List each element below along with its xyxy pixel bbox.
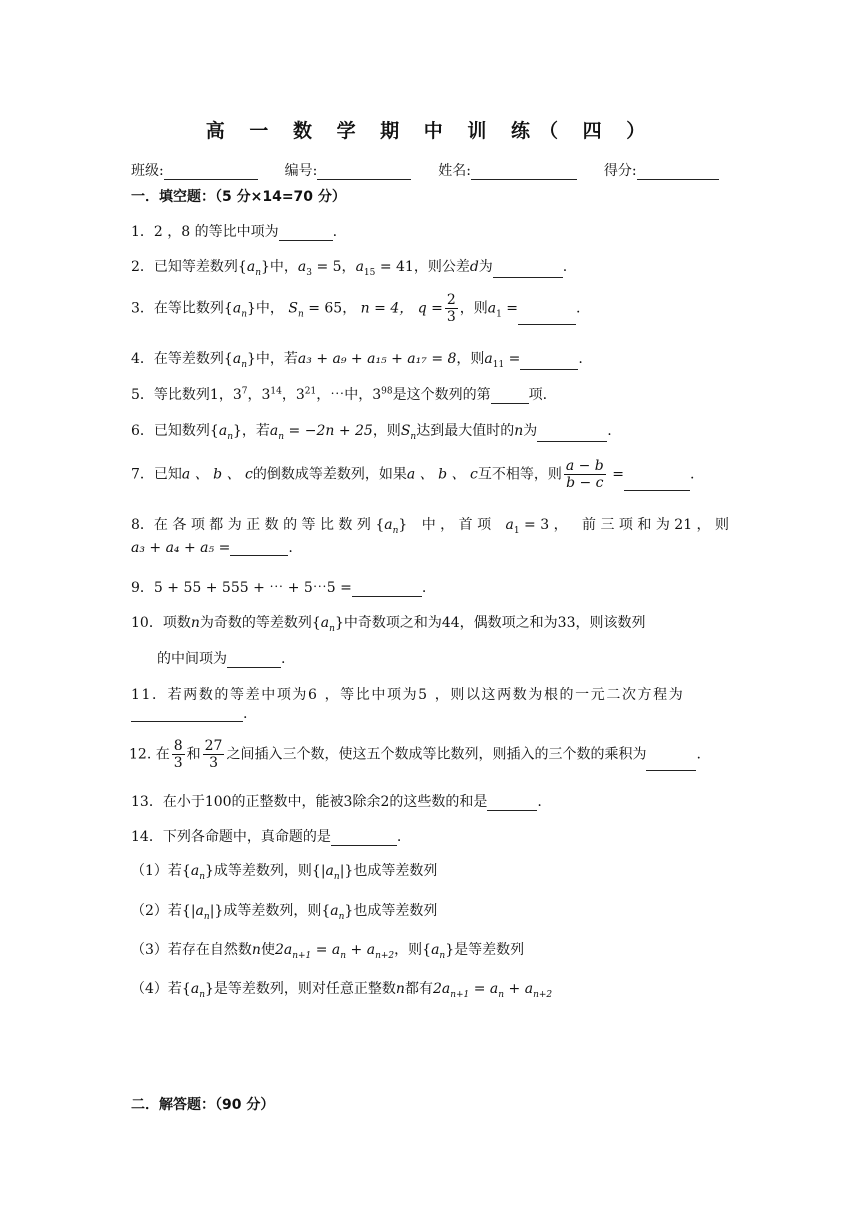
number-label: 编号: (284, 163, 318, 179)
score-label: 得分: (603, 163, 637, 179)
question-11-line-2: . (131, 706, 247, 722)
answer-blank (537, 427, 607, 442)
answer-blank (230, 541, 288, 556)
section-answer-heading: 二．解答题：（90 分） (131, 1097, 275, 1113)
fraction-two-thirds: $\frac{2}{3}$ (446, 292, 456, 325)
fraction-eight-thirds: $\frac{8}{3}$ (173, 738, 183, 771)
page-title: 高 一 数 学 期 中 训 练（ 四 ） (205, 120, 655, 142)
question-11: 11．若两数的等差中项为6 ，等比中项为5 ，则以这两数为根的一元二次方程为 (131, 687, 685, 703)
answer-blank (493, 263, 563, 278)
proposition-3: （3）若存在自然数n使$2a_{n+1} = a_n + a_{n+2}$，则$\{a_n\}$是等差数列 (131, 942, 525, 961)
answer-blank (131, 707, 243, 722)
question-8: 8．在 各 项 都 为 正 数 的 等 比 数 列 $\{a_n\}$ 中 ， 首 项 $a_1 = 3$ ， 前 三 项 和 为 21 ， 则 (131, 517, 729, 536)
student-info-row (131, 160, 719, 180)
question-1: 1．2 ，8 的等比中项为 . (131, 224, 338, 240)
question-8-line-2: a₃ + a₄ + a₅ = . (131, 540, 293, 556)
name-blank (471, 165, 577, 180)
proposition-1: （1）若$\{a_n\}$成等差数列，则$\{|a_n|\}$也成等差数列 (131, 863, 438, 882)
answer-blank (352, 582, 422, 597)
answer-blank (227, 653, 281, 668)
question-13: 13．在小于100的正整数中，能被3除余2的这些数的和是 . (131, 794, 542, 810)
number-blank (317, 165, 411, 180)
question-9: 9．5 + 55 + 555 + ⋯ + 5⋯5 = . (131, 580, 427, 596)
answer-blank (646, 756, 696, 771)
question-4: 4．在等差数列$\{a_n\}$中，若a₃ + a₉ + a₁₅ + a₁₇ = 8，则$a_{11}$ = . (131, 351, 583, 370)
class-label: 班级: (131, 163, 164, 179)
answer-blank (520, 355, 578, 370)
answer-blank (331, 831, 397, 846)
question-3: 3．在等比数列$\{a_n\}$中， $S_n = 65$， n = 4， q = $\frac{2}{3}$ ，则$a_1$ = . (131, 292, 581, 325)
answer-blank (518, 310, 576, 325)
fraction-twenty-seven-thirds: $\frac{27}{3}$ (204, 738, 223, 771)
class-blank (164, 165, 258, 180)
proposition-2: （2）若$\{|a_n|\}$成等差数列，则$\{a_n\}$也成等差数列 (131, 903, 438, 922)
question-12: 12. 在 $\frac{8}{3}$ 和 $\frac{27}{3}$ 之间插入三个数，使这五个数成等比数列，则插入的三个数的乘积为 . (129, 738, 701, 771)
question-5: 5．等比数列1，$3^7$，$3^{14}$，$3^{21}$，⋯中，$3^{98}$是这个数列的第 项. (131, 386, 548, 403)
answer-blank (487, 796, 537, 811)
question-6: 6．已知数列$\{a_n\}$，若$a_n = -2n + 25$，则$S_n$达到最大值时的n为 . (131, 423, 612, 442)
fraction-a-minus-b-over-b-minus-c: $\frac{a - b}{b - c}$ (565, 458, 604, 491)
question-14: 14．下列各命题中，真命题的是 . (131, 829, 402, 845)
question-2: 2．已知等差数列$\{a_n\}$中，$a_3 = 5$，$a_{15} = 41$，则公差d为 . (131, 259, 568, 278)
proposition-4: （4）若$\{a_n\}$是等差数列，则对任意正整数n都有$2a_{n+1} = a_n + a_{n+2}$ (131, 981, 553, 1000)
name-label: 姓名: (438, 163, 471, 179)
answer-blank (491, 389, 529, 404)
question-10-line-2: 的中间项为 . (157, 651, 286, 667)
question-7: 7．已知a 、 b 、 c的倒数成等差数列，如果a 、 b 、 c互不相等，则 $\frac{a - b}{b - c}$ = . (131, 458, 695, 491)
section-fill-in-heading: 一．填空题：（5 分×14=70 分） (131, 189, 346, 205)
answer-blank (279, 226, 333, 241)
answer-blank (624, 476, 690, 491)
score-blank (637, 165, 719, 180)
question-10: 10．项数n为奇数的等差数列$\{a_n\}$中奇数项之和为44，偶数项之和为33，则该数列 (131, 615, 646, 634)
